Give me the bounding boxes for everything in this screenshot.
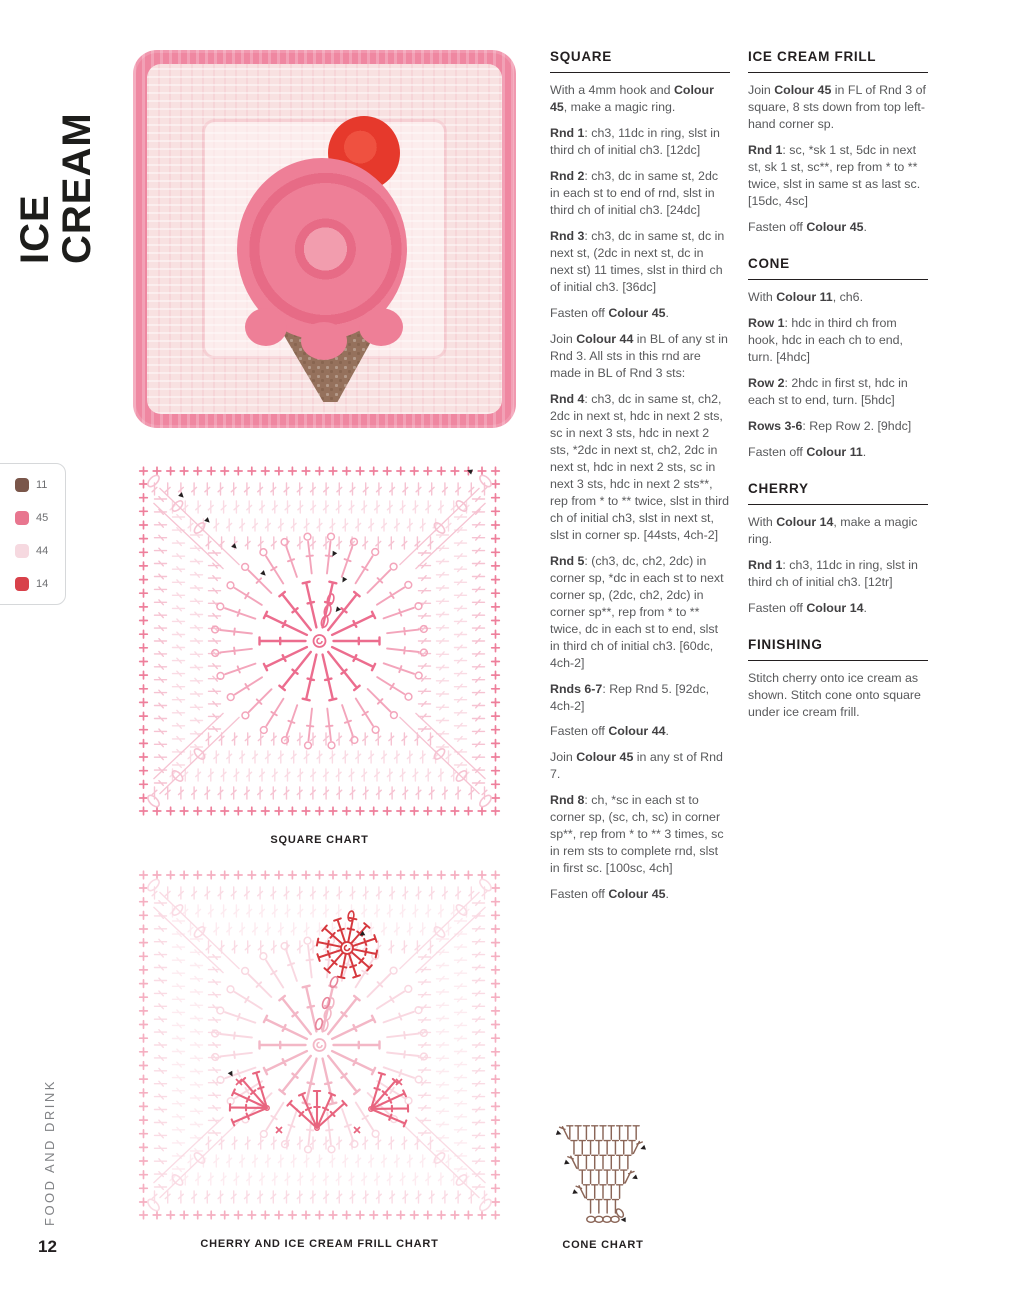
page-title: ICE CREAM <box>13 112 99 264</box>
colour-swatch-label: 45 <box>36 512 49 524</box>
photo-scoop-scallop <box>359 308 403 346</box>
cone-chart-figure <box>553 1120 653 1251</box>
page-number: 12 <box>38 1237 57 1256</box>
section-heading: ICE CREAM FRILL <box>748 46 928 73</box>
pattern-paragraph: Fasten off Colour 45. <box>550 887 669 902</box>
pattern-paragraph: Rnd 4: ch3, dc in same st, ch2, 2dc in next st, hdc in next 2 sts, sc in next 3 sts, hdc in next 2 sts, *2dc in next st, ch2, 2dc in next st, hdc in next 2 sts, sc in next 3 sts, hdc in next 2 sts**, rep from * to ** twice, slst in third ch of initial ch3, slst in next st, slst in corner sp. [44sts, 4ch-2] <box>550 391 730 542</box>
pattern-paragraph: Row 1: hdc in third ch from hook, hdc in each ch to end, turn. [4hdc] <box>748 315 903 364</box>
photo-scoop-scallop <box>301 322 347 360</box>
pattern-paragraph: Rnd 1: ch3, 11dc in ring, slst in third ch of initial ch3. [12dc] <box>550 125 720 157</box>
colour-key-item <box>15 577 48 591</box>
cherry-and-frill-chart <box>127 860 512 1230</box>
section-heading: SQUARE <box>550 46 730 73</box>
instructions-column-1 <box>550 46 730 920</box>
pattern-paragraph: Rnd 3: ch3, dc in same st, dc in next st, (2dc in next st, dc in next st) 11 times, slst in third ch of initial ch3. [36dc] <box>550 228 725 294</box>
section-heading: CONE <box>748 253 928 280</box>
pattern-section <box>748 253 928 461</box>
pattern-paragraph: Fasten off Colour 45. <box>748 219 867 234</box>
pattern-section <box>748 478 928 617</box>
section-heading: CHERRY <box>748 478 928 505</box>
pattern-section <box>748 46 928 236</box>
colour-key <box>0 463 66 605</box>
pattern-paragraph: Rnd 8: ch, *sc in each st to corner sp, (sc, ch, sc) in corner sp**, rep from * to ** 3 times, sc in rem sts to complete rnd, slst in first sc. [100sc, 4ch] <box>550 793 724 876</box>
pattern-paragraph: Fasten off Colour 14. <box>748 600 867 615</box>
pattern-paragraph: Join Colour 45 in FL of Rnd 3 of square, 8 sts down from top left-hand corner sp. <box>748 83 926 131</box>
pattern-paragraph: Fasten off Colour 11. <box>748 444 867 459</box>
pattern-paragraph: Row 2: 2hdc in first st, hdc in each st to end, turn. [5hdc] <box>748 375 908 407</box>
square-chart-caption: SQUARE CHART <box>270 834 369 846</box>
section-heading: FINISHING <box>748 634 928 661</box>
footer-category: FOOD AND DRINK <box>42 1079 57 1226</box>
colour-swatch-label: 44 <box>36 545 49 557</box>
pattern-paragraph: Stitch cherry onto ice cream as shown. Stitch cone onto square under ice cream frill. <box>748 670 921 719</box>
pattern-paragraph: Rnd 5: (ch3, dc, ch2, 2dc) in corner sp, *dc in each st to next corner sp, (2dc, ch2, 2dc) in corner sp**, rep from * to ** twice, dc in each st to end, slst in third ch of initial ch3. [60dc, 4ch-2] <box>550 553 724 670</box>
pattern-paragraph: With Colour 14, make a magic ring. <box>748 514 918 546</box>
cone-chart <box>553 1120 653 1228</box>
colour-swatch-label: 14 <box>36 578 49 590</box>
colour-swatch <box>15 544 29 558</box>
cherry-frill-chart-caption: CHERRY AND ICE CREAM FRILL CHART <box>200 1238 439 1250</box>
colour-swatch <box>15 511 29 525</box>
colour-key-item <box>15 544 48 558</box>
colour-key-item <box>15 511 48 525</box>
instructions-column-2 <box>748 46 928 738</box>
cone-chart-caption: CONE CHART <box>562 1239 644 1251</box>
pattern-section <box>748 634 928 721</box>
pattern-paragraph: With Colour 11, ch6. <box>748 289 864 304</box>
photo-scoop-scallop <box>245 308 287 346</box>
colour-swatch-label: 11 <box>36 479 48 491</box>
pattern-paragraph: Rnd 1: ch3, 11dc in ring, slst in third ch of initial ch3. [12tr] <box>748 557 918 589</box>
pattern-paragraph: Rnd 1: sc, *sk 1 st, 5dc in next st, sk 1 st, sc**, rep from * to ** twice, slst in same st as last sc. [15dc, 4sc] <box>748 142 921 208</box>
pattern-paragraph: Fasten off Colour 45. <box>550 305 669 320</box>
pattern-section <box>550 46 730 903</box>
pattern-paragraph: Rnd 2: ch3, dc in same st, 2dc in each st to end of rnd, slst in third ch of initial ch3. [24dc] <box>550 168 719 217</box>
colour-key-item <box>15 478 47 492</box>
cherry-frill-chart-figure <box>127 860 512 1250</box>
square-chart <box>127 456 512 826</box>
ice-cream-photo <box>133 50 516 428</box>
pattern-paragraph: Join Colour 45 in any st of Rnd 7. <box>550 750 723 782</box>
colour-swatch <box>15 577 29 591</box>
pattern-paragraph: Fasten off Colour 44. <box>550 724 669 739</box>
colour-swatch <box>15 478 29 492</box>
pattern-paragraph: Join Colour 44 in BL of any st in Rnd 3. All sts in this rnd are made in BL of Rnd 3 sts: <box>550 331 728 380</box>
pattern-paragraph: Rnds 6-7: Rep Rnd 5. [92dc, 4ch-2] <box>550 681 710 713</box>
square-chart-figure <box>127 456 512 846</box>
pattern-paragraph: With a 4mm hook and Colour 45, make a magic ring. <box>550 83 714 114</box>
pattern-paragraph: Rows 3-6: Rep Row 2. [9hdc] <box>748 418 912 433</box>
